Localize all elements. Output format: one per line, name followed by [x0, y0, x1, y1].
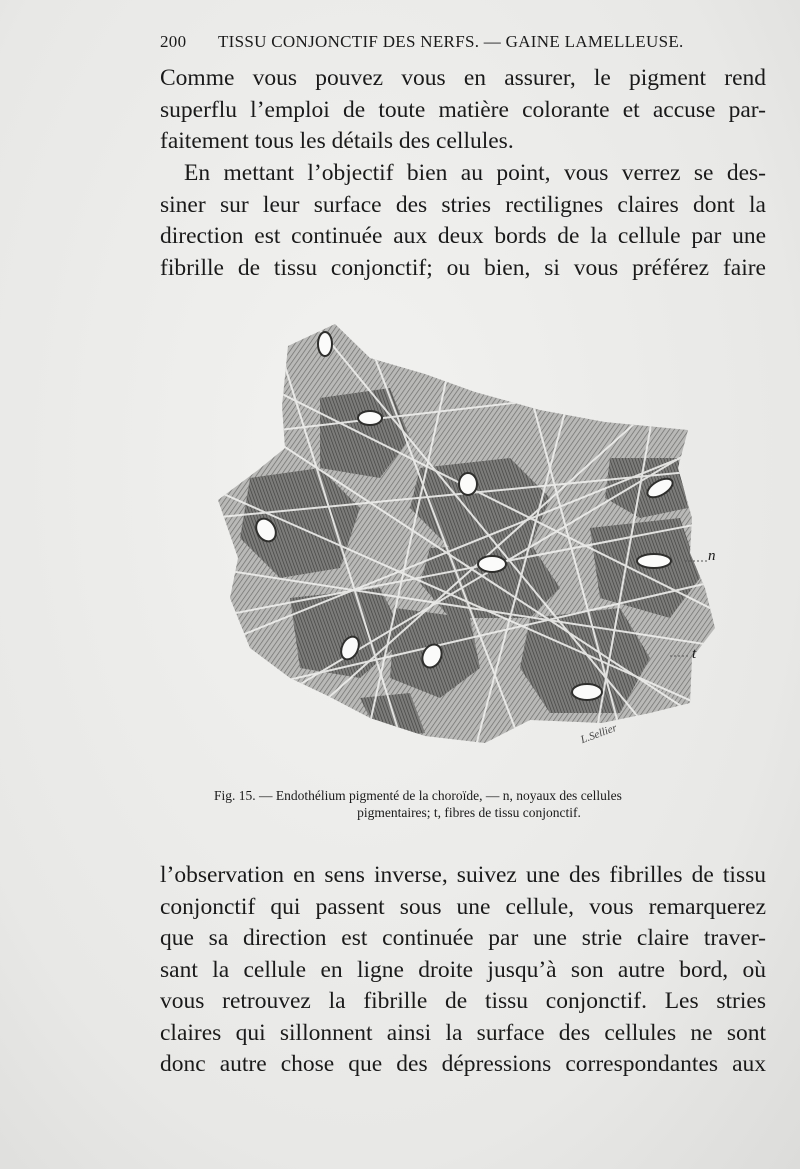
text-line: Comme vous pouvez vous en assurer, le pigment rend: [160, 65, 766, 91]
caption-line-2: pigmentaires; t, fibres de tissu conjonctif.: [357, 805, 581, 820]
figure-caption: [214, 787, 724, 821]
text-line: l’observation en sens inverse, suivez une des fibrilles de tissu: [160, 862, 766, 888]
figure-label-t: t: [692, 646, 697, 662]
text-line: vous retrouvez la fibrille de tissu conjonctif. Les stries: [160, 988, 766, 1014]
text-line: superflu l’emploi de toute matière colorante et accuse par-: [160, 96, 766, 123]
running-title: TISSU CONJONCTIF DES NERFS. — GAINE LAMELLEUSE.: [218, 32, 684, 51]
text-line: que sa direction est continuée par une strie claire traver-: [160, 925, 766, 951]
figure-illustration: [210, 318, 730, 768]
page-number: 200: [160, 32, 187, 51]
text-line: siner sur leur surface des stries rectilignes claires dont la: [160, 191, 766, 218]
paragraph-3: [160, 860, 766, 1081]
text-line: fibrille de tissu conjonctif; ou bien, si vous préférez faire: [160, 254, 766, 281]
running-header: [160, 32, 700, 52]
choroid-endothelium-engraving: [210, 318, 730, 768]
caption-line-1: Fig. 15. — Endothélium pigmenté de la choroïde, — n, noyaux des cellules: [214, 788, 622, 803]
text-line: claires qui sillonnent ainsi la surface des cellules ne sont: [160, 1019, 766, 1046]
text-line: sant la cellule en ligne droite jusqu’à son autre bord, où: [160, 956, 766, 983]
paragraph-2: [160, 158, 766, 284]
text-line: donc autre chose que des dépressions correspondantes aux: [160, 1051, 766, 1077]
figure-label-n: n: [708, 548, 716, 564]
text-line: conjonctif qui passent sous une cellule, vous remarquerez: [160, 893, 766, 920]
paragraph-1: [160, 63, 766, 158]
text-line: direction est continuée aux deux bords de la cellule par une: [160, 223, 766, 249]
text-line: En mettant l’objectif bien au point, vous verrez se des-: [184, 160, 766, 186]
text-line: faitement tous les détails des cellules.: [160, 128, 514, 154]
engraver-signature: L.Sellier: [579, 721, 619, 747]
